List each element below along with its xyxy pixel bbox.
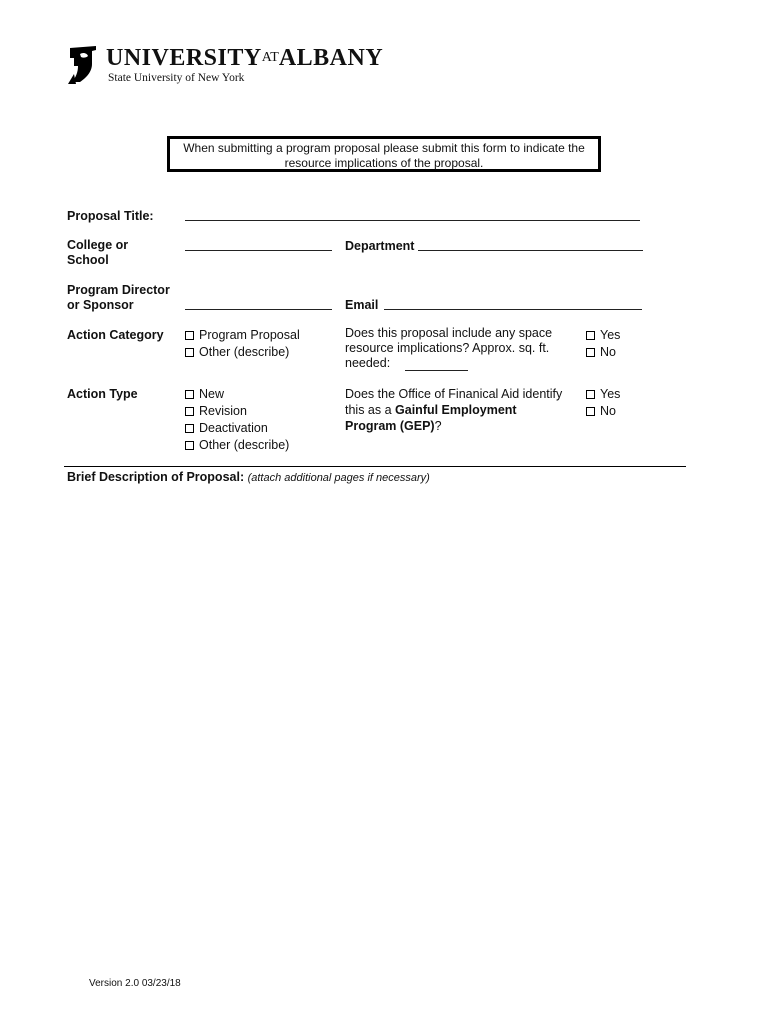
brief-description-heading: Brief Description of Proposal: (attach additional pages if necessary) (67, 470, 430, 484)
university-logo (66, 44, 386, 90)
brief-description-area[interactable] (67, 490, 687, 960)
minerva-logo-icon (66, 44, 100, 84)
option-no[interactable]: No (586, 344, 620, 361)
action-category-label: Action Category (67, 328, 164, 342)
action-category-options (185, 327, 300, 361)
option-deactivation[interactable]: Deactivation (185, 420, 289, 437)
option-new[interactable]: New (185, 386, 289, 403)
option-yes[interactable]: Yes (586, 386, 620, 403)
email-label: Email (345, 298, 379, 312)
version-footer: Version 2.0 03/23/18 (89, 978, 181, 989)
section-divider (64, 466, 686, 467)
action-type-options (185, 386, 289, 454)
program-director-field[interactable] (185, 309, 332, 310)
option-program-proposal[interactable]: Program Proposal (185, 327, 300, 344)
proposal-title-field[interactable] (185, 220, 640, 221)
checkbox-icon[interactable] (185, 407, 194, 416)
checkbox-icon[interactable] (586, 331, 595, 340)
option-other-describe[interactable]: Other (describe) (185, 344, 300, 361)
checkbox-icon[interactable] (586, 407, 595, 416)
college-field[interactable] (185, 250, 332, 251)
gep-question: Does the Office of Finanical Aid identify this as a Gainful Employment Program (GEP)? (345, 387, 563, 433)
option-other-describe[interactable]: Other (describe) (185, 437, 289, 454)
notice-box: When submitting a program proposal please submit this form to indicate the resource implications of the proposal. (167, 136, 601, 172)
space-answer-options (586, 327, 620, 361)
option-yes[interactable]: Yes (586, 327, 620, 344)
sq-ft-field[interactable] (405, 370, 468, 371)
option-revision[interactable]: Revision (185, 403, 289, 420)
checkbox-icon[interactable] (185, 348, 194, 357)
college-label: College or School (67, 238, 129, 267)
logo-subtitle: State University of New York (108, 72, 245, 84)
checkbox-icon[interactable] (185, 390, 194, 399)
action-type-label: Action Type (67, 387, 138, 401)
checkbox-icon[interactable] (185, 331, 194, 340)
checkbox-icon[interactable] (185, 441, 194, 450)
option-no[interactable]: No (586, 403, 620, 420)
department-field[interactable] (418, 250, 643, 251)
proposal-title-label: Proposal Title: (67, 209, 154, 223)
gep-answer-options (586, 386, 620, 420)
space-question: Does this proposal include any space resource implications? Approx. sq. ft. needed: (345, 326, 553, 370)
logo-wordmark: UNIVERSITYATALBANY (106, 45, 384, 71)
checkbox-icon[interactable] (185, 424, 194, 433)
email-field[interactable] (384, 309, 642, 310)
program-director-label: Program Director or Sponsor (67, 283, 170, 312)
checkbox-icon[interactable] (586, 348, 595, 357)
checkbox-icon[interactable] (586, 390, 595, 399)
department-label: Department (345, 239, 415, 253)
